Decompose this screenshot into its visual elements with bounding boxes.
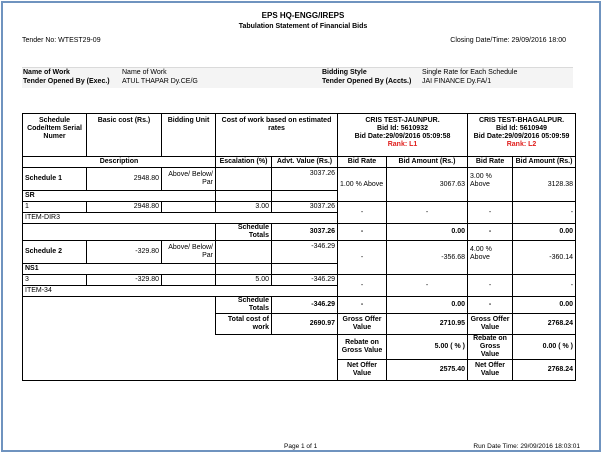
bidder-1-header: [338, 114, 468, 157]
schedule-1-sub-b1-amt: [387, 191, 468, 202]
schedule-1-item-b2-rate: -: [468, 202, 513, 224]
schedule-1-item-advt: 3037.26: [272, 202, 338, 213]
schedule-1-bidder-2-rate: 3.00 % Above: [468, 168, 513, 191]
schedule-2-item-advt: -346.29: [272, 275, 338, 286]
schedule-2-bidder-1-amount: -356.68: [387, 241, 468, 264]
schedule-1-sub-esc: [216, 191, 272, 202]
schedule-2-total-label: Schedule Totals: [216, 297, 272, 314]
bidder-1-net-label: Net Offer Value: [338, 360, 387, 381]
schedule-1-total-spacer: [23, 224, 216, 241]
closing-datetime: Closing Date/Time: 29/09/2016 18:00: [450, 37, 566, 44]
bidder-2-bid-id: Bid Id: 5610949: [496, 125, 547, 132]
org-heading: EPS HQ-ENGG/IREPS: [261, 11, 345, 20]
bidder-2-header: [468, 114, 576, 157]
schedule-2-total-row: [23, 297, 576, 314]
financial-bids-table: [22, 113, 576, 381]
net-row: [23, 360, 576, 381]
opened-exec-label: Tender Opened By (Exec.): [23, 78, 110, 85]
schedule-2-total-spacer: [23, 297, 216, 314]
schedule-1-advt: 3037.26: [272, 168, 338, 191]
totals-spacer: [23, 314, 216, 335]
bidder-2-bid-date: Bid Date:29/09/2016 05:09:59: [473, 133, 570, 140]
report-title: Tabulation Statement of Financial Bids: [238, 23, 368, 30]
bidding-style-value: Single Rate for Each Schedule: [422, 69, 518, 76]
bidder-2-bid-rate-header: Bid Rate: [468, 157, 513, 168]
bidder-2-net-label: Net Offer Value: [468, 360, 513, 381]
bidder-2-net-value: 2768.24: [513, 360, 576, 381]
bidder-2-rebate-label: Rebate on Gross Value: [468, 335, 513, 360]
schedule-2-total-b1-amt: 0.00: [387, 297, 468, 314]
schedule-1-total-b1-rate: -: [338, 224, 387, 241]
bidder-2-name: CRIS TEST-BHAGALPUR.: [478, 117, 565, 124]
schedule-2-item-b1-amt: -: [387, 275, 468, 297]
schedule-1-item-b1-amt: -: [387, 202, 468, 224]
schedule-1-bidder-2-amount: 3128.38: [513, 168, 576, 191]
schedule-1-item-desc: ITEM-DIR3: [23, 213, 338, 224]
schedule-2-sub-b1-rate: [338, 264, 387, 275]
opened-exec-value: ATUL THAPAR Dy.CE/G: [122, 78, 198, 85]
schedule-2-unit: Above/ Below/ Par: [162, 241, 216, 264]
name-of-work-label: Name of Work: [23, 69, 70, 76]
schedule-2-sub-b1-amt: [387, 264, 468, 275]
bidder-1-rank: Rank: L1: [387, 141, 418, 148]
schedule-2-total-b2-amt: 0.00: [513, 297, 576, 314]
schedule-1-item-unit: [162, 202, 216, 213]
schedule-1-unit: Above/ Below/ Par: [162, 168, 216, 191]
schedule-1-item-esc: 3.00: [216, 202, 272, 213]
schedule-2-row: [23, 241, 576, 264]
schedule-2-total-advt: -346.29: [272, 297, 338, 314]
header-row: [23, 114, 576, 157]
bidder-1-bid-amount-header: Bid Amount (Rs.): [387, 157, 468, 168]
bidder-1-gross-label: Gross Offer Value: [338, 314, 387, 335]
name-of-work-value: Name of Work: [122, 69, 167, 76]
run-datetime: Run Date Time: 29/09/2016 18:03:01: [473, 443, 580, 450]
bidder-1-name: CRIS TEST-JAUNPUR.: [365, 117, 440, 124]
schedule-2-escalation: [216, 241, 272, 264]
bidder-2-gross-value: 2768.24: [513, 314, 576, 335]
schedule-2-item-esc: 5.00: [216, 275, 272, 286]
schedule-2-item-serial: 3: [23, 275, 87, 286]
schedule-1-row: [23, 168, 576, 191]
page-number: Page 1 of 1: [284, 443, 318, 450]
bidder-1-net-value: 2575.40: [387, 360, 468, 381]
schedule-1-item-b2-amt: -: [513, 202, 576, 224]
bidder-1-bid-id: Bid Id: 5610932: [377, 125, 428, 132]
opened-accts-label: Tender Opened By (Accts.): [322, 78, 412, 85]
cost-estimated-header: Cost of work based on estimated rates: [216, 114, 338, 157]
schedule-1-label: Schedule 1: [23, 168, 87, 191]
schedule-2-bidder-1-rate: -: [338, 241, 387, 264]
bidder-2-rebate-value: 0.00 ( % ): [513, 335, 576, 360]
schedule-2-item-basic: -329.80: [87, 275, 162, 286]
schedule-1-total-label: Schedule Totals: [216, 224, 272, 241]
schedule-2-basic: -329.80: [87, 241, 162, 264]
schedule-2-item-b2-amt: -: [513, 275, 576, 297]
total-cost-value: 2690.97: [272, 314, 338, 335]
schedule-code-header: Schedule Code/Item Serial Numer: [23, 114, 87, 157]
tender-number: Tender No: WTEST29-09: [22, 37, 101, 44]
bidding-style-label: Bidding Style: [322, 69, 367, 76]
net-spacer: [23, 360, 338, 381]
schedule-1-bidder-1-rate: 1.00 % Above: [338, 168, 387, 191]
schedule-1-total-b1-amt: 0.00: [387, 224, 468, 241]
schedule-1-escalation: [216, 168, 272, 191]
schedule-2-item-desc: ITEM-34: [23, 286, 338, 297]
opened-accts-value: JAI FINANCE Dy.FA/1: [422, 78, 492, 85]
schedule-2-item-b1-rate: -: [338, 275, 387, 297]
schedule-2-item-row: [23, 275, 576, 286]
bidder-2-rank: Rank: L2: [506, 141, 537, 148]
rebate-row: [23, 335, 576, 360]
schedule-1-sub-b1-rate: [338, 191, 387, 202]
schedule-2-item-b2-rate: -: [468, 275, 513, 297]
rebate-spacer: [23, 335, 338, 360]
schedule-2-label: Schedule 2: [23, 241, 87, 264]
schedule-2-sub-b2-amt: [513, 264, 576, 275]
subheader-row: [23, 157, 576, 168]
schedule-2-sub-b2-rate: [468, 264, 513, 275]
description-header: Description: [23, 157, 216, 168]
schedule-1-sub-advt: [272, 191, 338, 202]
schedule-1-total-row: [23, 224, 576, 241]
schedule-1-basic: 2948.80: [87, 168, 162, 191]
schedule-1-item-b1-rate: -: [338, 202, 387, 224]
bidding-unit-header: Bidding Unit: [162, 114, 216, 157]
bidder-1-bid-date: Bid Date:29/09/2016 05:09:58: [354, 133, 451, 140]
total-cost-label: Total cost of work: [216, 314, 272, 335]
bidder-1-gross-value: 2710.95: [387, 314, 468, 335]
bidder-1-rebate-value: 5.00 ( % ): [387, 335, 468, 360]
schedule-1-total-b2-amt: 0.00: [513, 224, 576, 241]
gross-row: [23, 314, 576, 335]
schedule-1-bidder-1-amount: 3067.63: [387, 168, 468, 191]
schedule-2-item-unit: [162, 275, 216, 286]
schedule-2-sub-esc: [216, 264, 272, 275]
schedule-1-sub-row: [23, 191, 576, 202]
escalation-header: Escalation (%): [216, 157, 272, 168]
schedule-1-item-serial: 1: [23, 202, 87, 213]
schedule-2-sub-advt: [272, 264, 338, 275]
advt-value-header: Advt. Value (Rs.): [272, 157, 338, 168]
bidder-1-bid-rate-header: Bid Rate: [338, 157, 387, 168]
bidder-2-gross-label: Gross Offer Value: [468, 314, 513, 335]
schedule-1-sub-b2-amt: [513, 191, 576, 202]
schedule-2-sub-label: NS1: [23, 264, 216, 275]
schedule-2-sub-row: [23, 264, 576, 275]
schedule-1-total-advt: 3037.26: [272, 224, 338, 241]
schedule-2-bidder-2-rate: 4.00 % Above: [468, 241, 513, 264]
schedule-1-sub-label: SR: [23, 191, 216, 202]
schedule-1-sub-b2-rate: [468, 191, 513, 202]
bidder-1-rebate-label: Rebate on Gross Value: [338, 335, 387, 360]
schedule-2-total-b2-rate: -: [468, 297, 513, 314]
basic-cost-header: Basic cost (Rs.): [87, 114, 162, 157]
schedule-1-item-basic: 2948.80: [87, 202, 162, 213]
bidder-2-bid-amount-header: Bid Amount (Rs.): [513, 157, 576, 168]
schedule-1-item-row: [23, 202, 576, 213]
schedule-1-total-b2-rate: -: [468, 224, 513, 241]
schedule-2-advt: -346.29: [272, 241, 338, 264]
schedule-2-bidder-2-amount: -360.14: [513, 241, 576, 264]
schedule-2-total-b1-rate: -: [338, 297, 387, 314]
